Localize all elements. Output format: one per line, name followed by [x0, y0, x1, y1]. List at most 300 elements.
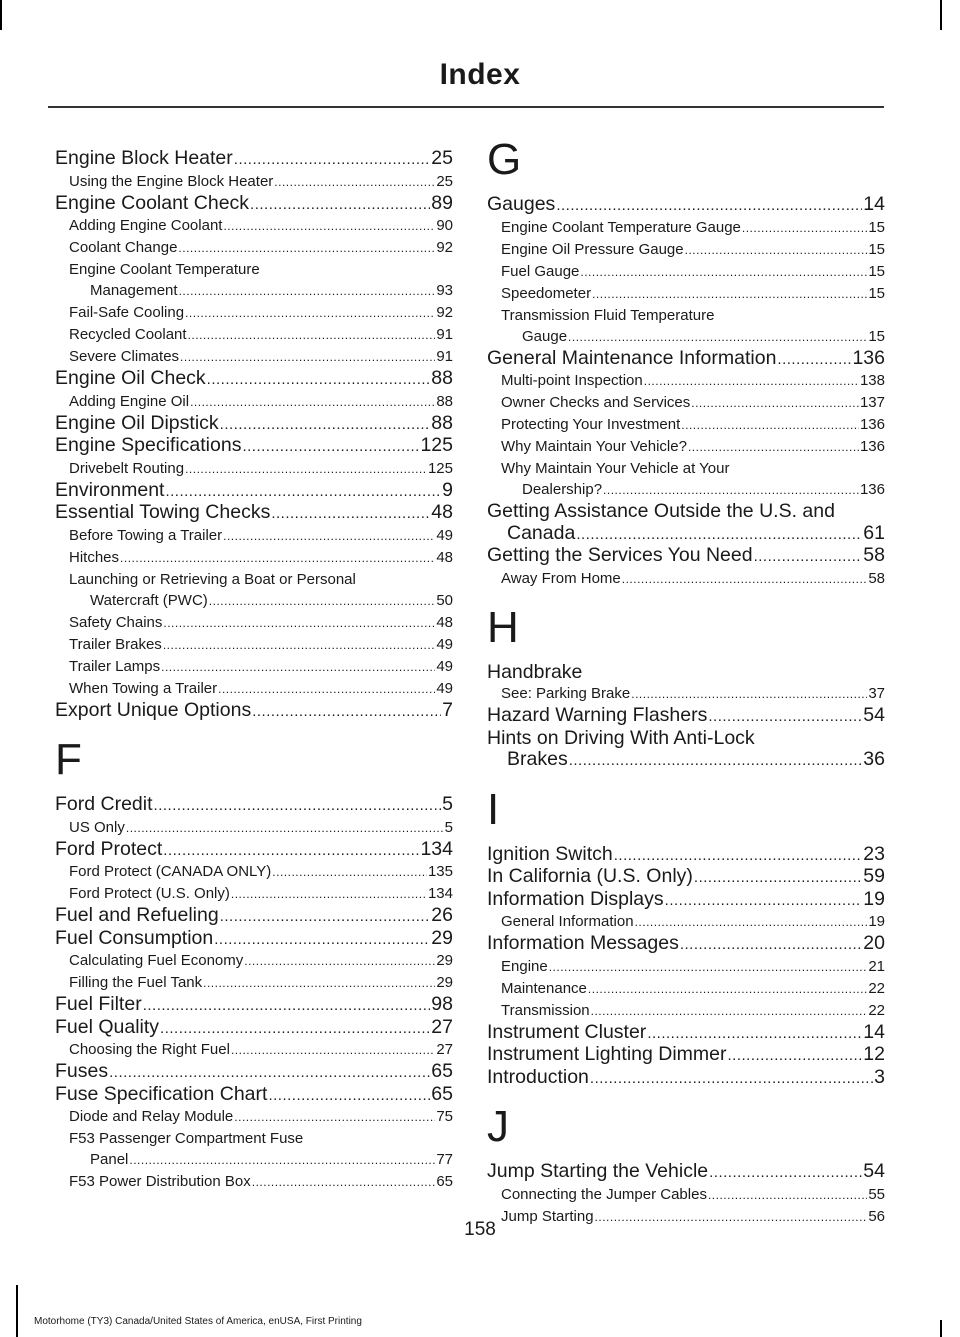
entry-text: Engine Specifications: [55, 434, 242, 456]
entry-row: [487, 1044, 885, 1067]
page-ref: 136: [859, 438, 885, 455]
index-subentry[interactable]: [55, 1039, 453, 1061]
entry-text: Owner Checks and Services: [501, 394, 691, 411]
index-entry[interactable]: [487, 866, 885, 889]
page-ref: 88: [431, 411, 453, 434]
dot-leader: [218, 678, 435, 700]
entry-row: [55, 480, 453, 503]
dot-leader: [614, 844, 863, 867]
dot-leader: [688, 436, 859, 458]
entry-row: [55, 612, 453, 634]
index-subentry[interactable]: [55, 817, 453, 839]
page-ref: 22: [868, 979, 885, 997]
entry-row: [55, 346, 453, 368]
dot-leader: [234, 1106, 435, 1128]
index-entry[interactable]: [55, 435, 453, 458]
entry-text: General Maintenance Information: [487, 346, 777, 369]
footer-text: Motorhome (TY3) Canada/United States of America, enUSA, First Printing: [34, 1316, 362, 1327]
page-ref: 25: [436, 172, 453, 190]
index-entry[interactable]: [487, 1022, 885, 1045]
entry-row: [55, 678, 453, 700]
entry-row: [487, 348, 885, 371]
dot-leader: [591, 1000, 868, 1022]
dot-leader: [231, 883, 427, 905]
entry-row: [55, 193, 453, 216]
dot-leader: [665, 889, 863, 912]
crop-mark-bottom-left: [16, 1285, 18, 1337]
page-ref: 90: [436, 217, 453, 234]
entry-text: Ford Protect: [55, 837, 163, 860]
index-entry[interactable]: [487, 501, 885, 545]
page-ref: 55: [868, 1185, 885, 1203]
entry-text: Trailer Brakes: [69, 635, 162, 653]
entry-text: Engine Block Heater: [55, 147, 233, 169]
index-subentry[interactable]: [55, 171, 453, 193]
entry-text: In California (U.S. Only): [487, 865, 693, 887]
entry-text: Fuel Gauge: [501, 262, 580, 280]
dot-leader: [223, 215, 435, 237]
entry-text: Engine: [501, 957, 548, 975]
dot-leader: [179, 280, 436, 302]
index-subentry[interactable]: [487, 978, 885, 1000]
dot-leader: [188, 324, 436, 346]
index-subentry[interactable]: [55, 547, 453, 569]
index-subentry[interactable]: [487, 239, 885, 261]
entry-text: Hitches: [69, 548, 120, 566]
entry-row: [487, 749, 885, 772]
index-entry[interactable]: [487, 545, 885, 568]
index-subentry[interactable]: [55, 861, 453, 883]
entry-row: [55, 215, 453, 237]
page-ref: 88: [431, 367, 453, 389]
dot-leader: [568, 326, 867, 348]
page-ref: 15: [868, 284, 885, 302]
dot-leader: [109, 1061, 430, 1084]
entry-row: [487, 933, 885, 956]
entry-row: [487, 283, 885, 305]
dot-leader: [274, 171, 435, 193]
dot-leader: [126, 817, 444, 839]
entry-row: [487, 978, 885, 1000]
entry-row: [55, 590, 453, 612]
index-entry[interactable]: [55, 994, 453, 1017]
entry-text: Canada: [507, 521, 576, 544]
dot-leader: [685, 239, 868, 261]
entry-row: [55, 883, 453, 905]
entry-text-line: Getting Assistance Outside the U.S. and: [487, 500, 835, 522]
entry-row: [487, 479, 885, 501]
entry-text: Multi-point Inspection: [501, 372, 643, 389]
index-entry[interactable]: [487, 1161, 885, 1184]
index-subentry[interactable]: [55, 634, 453, 656]
entry-text: Protecting Your Investment: [501, 416, 681, 433]
index-subentry[interactable]: [55, 391, 453, 413]
entry-row: [487, 392, 885, 414]
index-subentry[interactable]: [55, 569, 453, 612]
page-ref: 93: [436, 282, 453, 299]
entry-text: Hazard Warning Flashers: [487, 704, 708, 726]
dot-leader: [129, 1149, 435, 1171]
entry-row: [55, 302, 453, 324]
entry-row: [55, 972, 453, 994]
entry-row: [55, 391, 453, 413]
dot-leader: [161, 656, 435, 678]
index-subentry[interactable]: [55, 215, 453, 237]
entry-text: Fuel Consumption: [55, 926, 214, 949]
entry-text: Getting the Services You Need: [487, 544, 753, 566]
dot-leader: [556, 194, 862, 217]
index-entry[interactable]: [55, 1017, 453, 1040]
entry-row: [55, 547, 453, 569]
page-ref: 25: [431, 147, 453, 169]
entry-row: [55, 413, 453, 436]
section-letter: I: [487, 784, 500, 834]
dot-leader: [220, 905, 431, 928]
entry-text: Severe Climates: [69, 348, 180, 365]
entry-row: [487, 956, 885, 978]
dot-leader: [708, 705, 862, 728]
entry-text: Brakes: [507, 748, 568, 770]
entry-text: Watercraft (PWC): [90, 591, 208, 609]
page-ref: 65: [431, 1082, 453, 1105]
crop-mark-bottom-right: [940, 1320, 942, 1337]
entry-text: Ignition Switch: [487, 842, 613, 865]
dot-leader: [223, 525, 435, 547]
entry-row: [55, 994, 453, 1017]
entry-text: Panel: [90, 1151, 129, 1168]
index-entry[interactable]: [487, 1067, 885, 1090]
index-entry[interactable]: [487, 348, 885, 371]
dot-leader: [580, 261, 867, 283]
entry-text: Engine Oil Check: [55, 367, 206, 389]
entry-text: Choosing the Right Fuel: [69, 1041, 230, 1058]
page-ref: 49: [436, 526, 453, 544]
page-ref: 125: [420, 434, 453, 456]
entry-row: [487, 1184, 885, 1206]
index-entry[interactable]: [487, 933, 885, 956]
index-subentry[interactable]: [487, 392, 885, 414]
entry-text: Engine Coolant Temperature Gauge: [501, 218, 741, 236]
page-ref: 36: [863, 748, 885, 770]
dot-leader: [754, 545, 863, 568]
entry-row: [487, 370, 885, 392]
dot-leader: [742, 217, 867, 239]
index-entry[interactable]: [55, 794, 453, 817]
dot-leader: [709, 1161, 862, 1184]
entry-text: Instrument Lighting Dimmer: [487, 1043, 727, 1065]
entry-row: [55, 171, 453, 193]
dot-leader: [603, 479, 859, 501]
index-entry[interactable]: [487, 1044, 885, 1067]
entry-text: See: Parking Brake: [501, 685, 631, 702]
page-ref: 3: [874, 1065, 885, 1088]
index-subentry[interactable]: [55, 612, 453, 634]
index-subentry[interactable]: [55, 950, 453, 972]
dot-leader: [691, 392, 859, 414]
page-ref: 48: [431, 501, 453, 523]
index-entry[interactable]: [55, 700, 453, 723]
index-subentry[interactable]: [487, 436, 885, 458]
entry-row: [487, 866, 885, 889]
entry-row: [55, 1084, 453, 1107]
dot-leader: [209, 590, 436, 612]
dot-leader: [272, 861, 427, 883]
index-subentry[interactable]: [55, 324, 453, 346]
page-ref: 49: [436, 679, 453, 697]
index-entry[interactable]: [55, 480, 453, 503]
page-ref: 14: [863, 1020, 885, 1043]
index-subentry[interactable]: [487, 911, 885, 933]
index-subentry[interactable]: [55, 237, 453, 259]
entry-text: Before Towing a Trailer: [69, 526, 223, 544]
dot-leader: [180, 346, 435, 368]
index-entry[interactable]: [487, 705, 885, 728]
page-ref: 61: [863, 521, 885, 544]
entry-text: Jump Starting the Vehicle: [487, 1160, 709, 1182]
page-ref: 59: [863, 865, 885, 887]
index-column-right: [487, 135, 885, 1228]
page-ref: 19: [863, 887, 885, 910]
index-subentry[interactable]: [487, 217, 885, 239]
index-subentry[interactable]: [487, 683, 885, 705]
index-subentry[interactable]: [487, 568, 885, 590]
page-ref: 5: [444, 818, 453, 836]
entry-row: [55, 1106, 453, 1128]
index-subentry[interactable]: [55, 525, 453, 547]
crop-mark-top-right: [940, 0, 942, 30]
index-subentry[interactable]: [487, 458, 885, 501]
page-ref: 98: [431, 993, 453, 1015]
entry-text: Information Messages: [487, 932, 679, 954]
entry-text: Essential Towing Checks: [55, 501, 271, 523]
page-ref: 12: [863, 1043, 885, 1065]
index-subentry[interactable]: [55, 302, 453, 324]
dot-leader: [160, 1017, 430, 1040]
page-ref: 75: [436, 1108, 453, 1125]
entry-row: [55, 324, 453, 346]
index-entry[interactable]: [487, 194, 885, 217]
dot-leader: [569, 749, 863, 772]
index-subentry[interactable]: [55, 458, 453, 480]
page-ref: 15: [868, 327, 885, 345]
index-subentry[interactable]: [55, 1128, 453, 1171]
entry-text: Gauges: [487, 193, 556, 215]
page-ref: 26: [431, 904, 453, 926]
index-entry[interactable]: [55, 413, 453, 436]
entry-row: [487, 1000, 885, 1022]
page-ref: 134: [427, 885, 453, 902]
entry-text: Information Displays: [487, 887, 664, 910]
index-subentry[interactable]: [55, 1171, 453, 1193]
index-entry[interactable]: [55, 1061, 453, 1084]
dot-leader: [244, 950, 435, 972]
index-subentry[interactable]: [487, 956, 885, 978]
entry-row: [487, 911, 885, 933]
dot-leader: [680, 933, 862, 956]
dot-leader: [681, 414, 859, 436]
page-ref: 77: [436, 1151, 453, 1168]
page-ref: 88: [436, 392, 453, 410]
dot-leader: [163, 839, 419, 862]
entry-text: Fuel and Refueling: [55, 904, 219, 926]
index-column-left: [55, 148, 453, 1193]
index-subentry[interactable]: [487, 261, 885, 283]
entry-row: [55, 148, 453, 171]
dot-leader: [163, 612, 435, 634]
entry-text: Why Maintain Your Vehicle?: [501, 438, 687, 455]
index-entry[interactable]: [55, 368, 453, 391]
dot-leader: [220, 413, 431, 436]
entry-row: [487, 1022, 885, 1045]
index-subentry[interactable]: [55, 972, 453, 994]
entry-text: Calculating Fuel Economy: [69, 952, 244, 969]
entry-text: Fuel Quality: [55, 1015, 160, 1038]
page-ref: 138: [859, 372, 885, 389]
page-ref: 54: [863, 1160, 885, 1182]
dot-leader: [708, 1184, 867, 1206]
entry-text: Trailer Lamps: [69, 657, 161, 675]
page-ref: 15: [868, 218, 885, 236]
entry-row: [55, 656, 453, 678]
index-subentry[interactable]: [487, 1184, 885, 1206]
entry-row: [487, 1161, 885, 1184]
entry-text: Introduction: [487, 1065, 589, 1088]
entry-text: Engine Oil Dipstick: [55, 411, 219, 434]
entry-row: [55, 435, 453, 458]
page-ref: 65: [436, 1173, 453, 1190]
entry-text: General Information: [501, 913, 634, 930]
entry-text: Fuse Specification Chart: [55, 1082, 268, 1105]
index-subentry[interactable]: [487, 1000, 885, 1022]
section-letter: H: [487, 602, 519, 652]
page-ref: 48: [436, 548, 453, 566]
entry-row: [487, 326, 885, 348]
entry-text: Adding Engine Oil: [69, 392, 190, 410]
index-entry[interactable]: [55, 193, 453, 216]
entry-text: Management: [90, 282, 178, 299]
dot-leader: [234, 148, 431, 171]
index-entry[interactable]: [55, 839, 453, 862]
index-entry[interactable]: [55, 148, 453, 171]
entry-text: F53 Power Distribution Box: [69, 1173, 251, 1190]
index-entry[interactable]: [55, 1084, 453, 1107]
entry-text: Instrument Cluster: [487, 1020, 647, 1043]
entry-row: [55, 839, 453, 862]
page-ref: 20: [863, 932, 885, 954]
page-ref: 56: [868, 1207, 885, 1225]
page-ref: 19: [868, 913, 885, 930]
page-ref: 92: [436, 239, 453, 256]
dot-leader: [271, 502, 430, 525]
entry-row: [55, 368, 453, 391]
page-ref: 65: [431, 1060, 453, 1082]
page-ref: 21: [868, 957, 885, 975]
entry-text: Ford Credit: [55, 793, 153, 815]
page-number: 158: [464, 1219, 496, 1240]
header-divider: [48, 106, 884, 108]
page-ref: 7: [442, 698, 453, 721]
page-ref: 135: [427, 863, 453, 880]
dot-leader: [203, 972, 435, 994]
entry-row: [55, 794, 453, 817]
index-subentry[interactable]: [55, 678, 453, 700]
index-subentry[interactable]: [55, 346, 453, 368]
entry-text: Drivebelt Routing: [69, 459, 185, 477]
index-subentry[interactable]: [55, 1106, 453, 1128]
page-ref: 48: [436, 613, 453, 631]
page-ref: 89: [431, 191, 453, 214]
entry-row: [487, 217, 885, 239]
dot-leader: [644, 370, 859, 392]
index-subentry[interactable]: [487, 305, 885, 348]
entry-row: [487, 436, 885, 458]
page-ref: 136: [852, 346, 885, 369]
section-letter: F: [55, 735, 82, 784]
index-entry[interactable]: [55, 928, 453, 951]
dot-leader: [635, 911, 868, 933]
entry-text: Ford Protect (CANADA ONLY): [69, 863, 272, 880]
index-entry[interactable]: [487, 728, 885, 772]
entry-text: Engine Oil Pressure Gauge: [501, 240, 684, 258]
entry-row: [55, 700, 453, 723]
page-ref: 5: [442, 793, 453, 815]
dot-leader: [590, 1067, 873, 1090]
index-entry[interactable]: [487, 844, 885, 867]
index-entry[interactable]: [487, 889, 885, 912]
entry-text: Gauge: [522, 327, 568, 345]
dot-leader: [252, 700, 441, 723]
entry-text: Coolant Change: [69, 239, 178, 256]
entry-row: [487, 414, 885, 436]
index-subentry[interactable]: [55, 883, 453, 905]
entry-row: [55, 237, 453, 259]
page-ref: 23: [863, 842, 885, 865]
index-subentry[interactable]: [487, 283, 885, 305]
entry-row: [55, 634, 453, 656]
crop-mark-top-left: [0, 0, 2, 30]
index-subentry[interactable]: [487, 414, 885, 436]
index-subentry[interactable]: [55, 259, 453, 302]
index-subentry[interactable]: [55, 656, 453, 678]
dot-leader: [728, 1044, 863, 1067]
index-entry[interactable]: [55, 502, 453, 525]
page-ref: 27: [436, 1041, 453, 1058]
page-title: Index: [439, 58, 521, 91]
entry-row: [55, 817, 453, 839]
page-ref: 49: [436, 635, 453, 653]
entry-text: Using the Engine Block Heater: [69, 172, 274, 190]
index-entry[interactable]: [55, 905, 453, 928]
dot-leader: [647, 1022, 862, 1045]
dot-leader: [163, 634, 436, 656]
dot-leader: [190, 391, 435, 413]
page-ref: 92: [436, 304, 453, 321]
entry-row: [487, 261, 885, 283]
page-ref: 91: [436, 326, 453, 343]
entry-text: Speedometer: [501, 284, 592, 302]
index-heading: Handbrake: [487, 660, 583, 683]
entry-text: Jump Starting: [501, 1207, 594, 1225]
entry-text: Transmission: [501, 1001, 590, 1019]
dot-leader: [242, 435, 419, 458]
entry-text: Filling the Fuel Tank: [69, 974, 203, 991]
dot-leader: [631, 683, 867, 705]
index-subentry[interactable]: [487, 370, 885, 392]
entry-text-line: Transmission Fluid Temperature: [501, 306, 715, 324]
dot-leader: [592, 283, 867, 305]
entry-row: [487, 705, 885, 728]
page-ref: 15: [868, 262, 885, 280]
